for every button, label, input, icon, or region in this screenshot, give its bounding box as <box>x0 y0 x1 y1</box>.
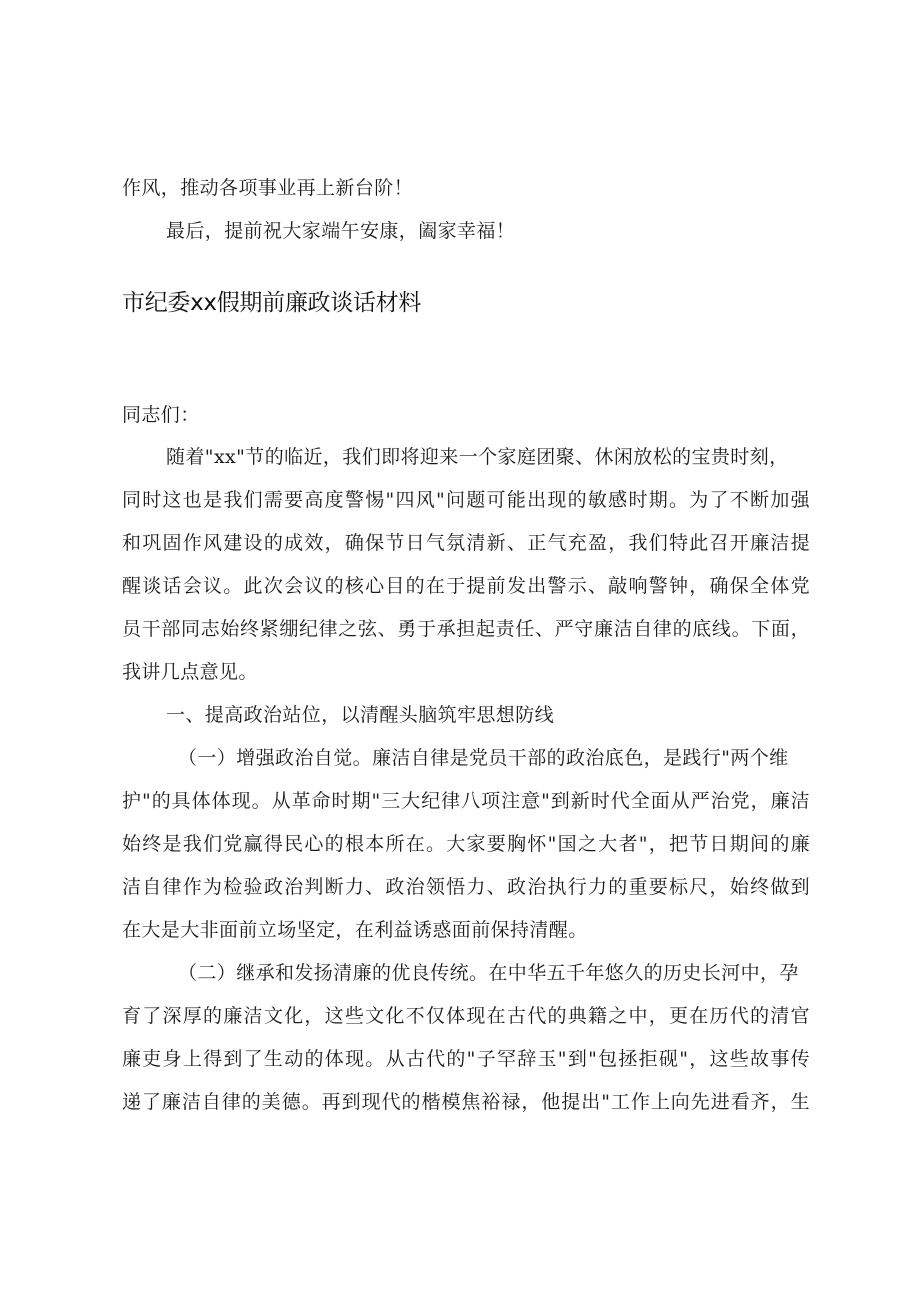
intro-line: 同时这也是我们需要高度警惕"四风"问题可能出现的敏感时期。为了不断加强 <box>122 489 810 511</box>
document-title: 市纪委xx假期前廉政谈话材料 <box>122 290 422 316</box>
intro-line: 随着"xx"节的临近，我们即将迎来一个家庭团聚、休闲放松的宝贵时刻， <box>166 446 789 468</box>
salutation: 同志们： <box>122 404 200 426</box>
paragraph-1-line: 洁自律作为检验政治判断力、政治领悟力、政治执行力的重要标尺，始终做到 <box>122 876 810 898</box>
intro-line: 和巩固作风建设的成效，确保节日气氛清新、正气充盈，我们特此召开廉洁提 <box>122 532 810 554</box>
prev-section-line: 作风，推动各项事业再上新台阶！ <box>122 177 414 199</box>
intro-line: 员干部同志始终紧绷纪律之弦、勇于承担起责任、严守廉洁自律的底线。下面， <box>122 618 810 640</box>
section-heading-1: 一、提高政治站位，以清醒头脑筑牢思想防线 <box>166 704 555 726</box>
paragraph-2-line: （二）继承和发扬清廉的优良传统。在中华五千年悠久的历史长河中，孕 <box>178 962 799 984</box>
paragraph-2-line: 育了深厚的廉洁文化，这些文化不仅体现在古代的典籍之中，更在历代的清官 <box>122 1005 810 1027</box>
prev-section-closing: 最后，提前祝大家端午安康，阖家幸福！ <box>166 220 516 242</box>
paragraph-1-line: 护"的具体体现。从革命时期"三大纪律八项注意"到新时代全面从严治党，廉洁 <box>122 790 810 812</box>
paragraph-2-line: 廉吏身上得到了生动的体现。从古代的"子罕辞玉"到"包拯拒砚"，这些故事传 <box>122 1048 810 1070</box>
paragraph-2-line: 递了廉洁自律的美德。再到现代的楷模焦裕禄，他提出"工作上向先进看齐，生 <box>122 1091 810 1113</box>
paragraph-1-line: 始终是我们党赢得民心的根本所在。大家要胸怀"国之大者"，把节日期间的廉 <box>122 833 810 855</box>
paragraph-1-line: （一）增强政治自觉。廉洁自律是党员干部的政治底色，是践行"两个维 <box>178 747 789 769</box>
intro-line: 我讲几点意见。 <box>122 661 258 683</box>
paragraph-1-line: 在大是大非面前立场坚定，在利益诱惑面前保持清醒。 <box>122 919 588 941</box>
intro-line: 醒谈话会议。此次会议的核心目的在于提前发出警示、敲响警钟，确保全体党 <box>122 575 810 597</box>
